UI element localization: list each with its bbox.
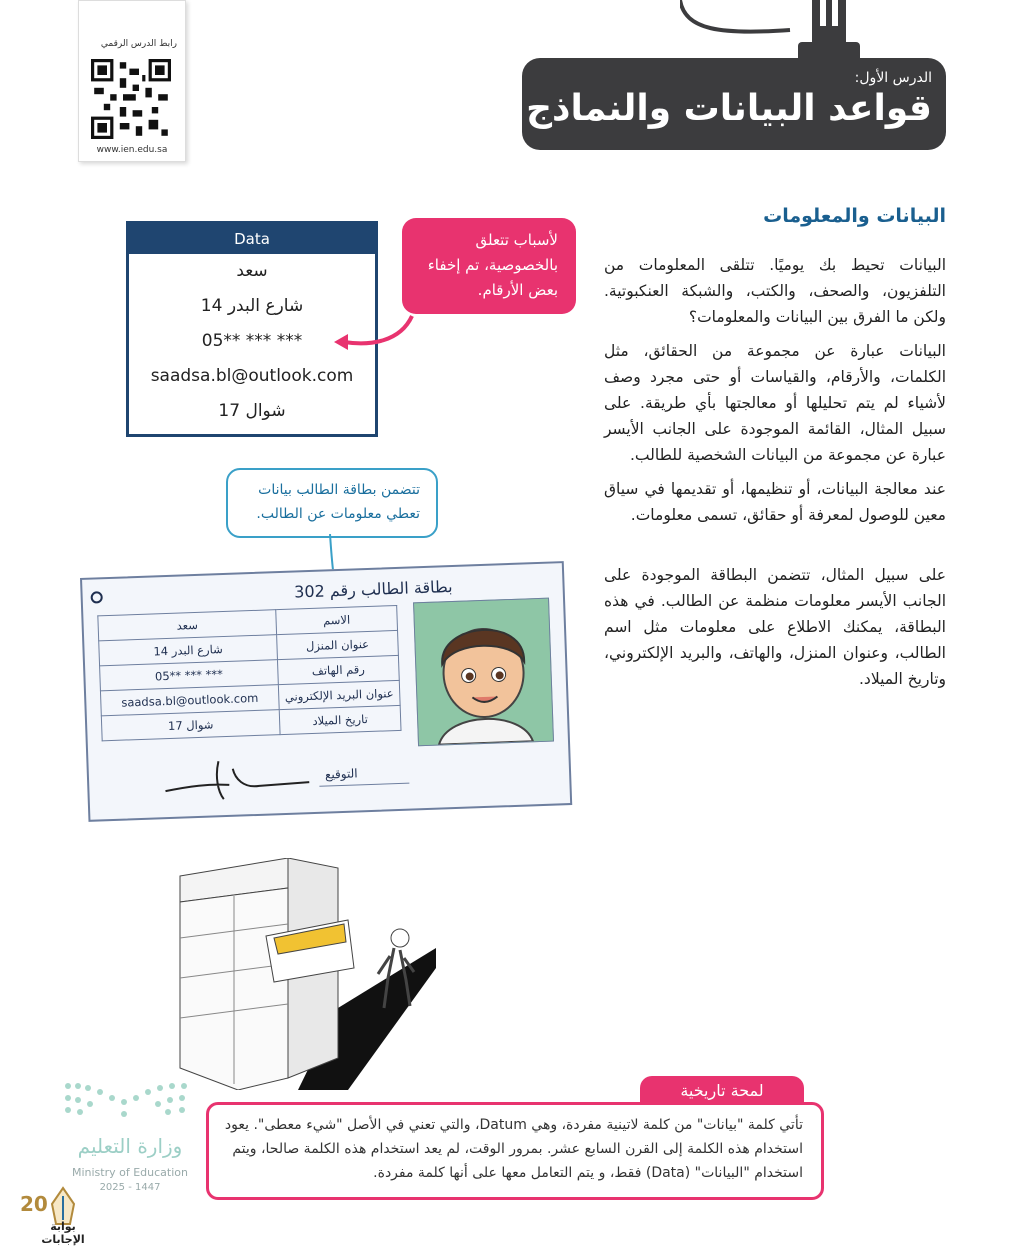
student-card-body xyxy=(80,561,572,822)
qr-block xyxy=(78,0,186,162)
student-card xyxy=(80,578,580,838)
page-number: 20 xyxy=(20,1192,48,1216)
card-value: saadsa.bl@outlook.com xyxy=(100,685,279,716)
arrow-left-icon xyxy=(330,312,420,356)
card-note-callout xyxy=(226,468,438,538)
ministry-dots-icon xyxy=(60,1076,200,1128)
qr-code-icon[interactable] xyxy=(91,59,171,139)
data-line-address: شارع البدر 14 xyxy=(200,296,304,316)
card-hole-icon xyxy=(90,591,102,603)
student-card-title: بطاقة الطالب رقم 302 xyxy=(293,577,453,602)
card-value: سعد xyxy=(98,610,277,641)
card-value: شارع البدر 14 xyxy=(99,635,278,666)
ministry-logo xyxy=(60,1076,200,1196)
watermark xyxy=(28,1186,98,1246)
history-box xyxy=(206,1102,824,1200)
paragraph-card-example: على سبيل المثال، تتضمن البطاقة الموجودة على الجانب الأيسر معلومات منظمة عن الطالب. في هذه البطاقة، يمكنك الاطلاع على معلومات مثل اسم الطالب، وعنوان المنزل، والهاتف، والبريد الإلكتروني، وتاريخ الميلاد. xyxy=(604,566,946,688)
paragraph-intro: البيانات تحيط بك يوميًا. تتلقى المعلومات من التلفزيون، والصحف، والكتب، والشبكة العنكبوتية. ولكن ما الفرق بين البيانات والمعلومات؟ xyxy=(604,256,946,326)
qr-url[interactable]: www.ien.edu.sa xyxy=(96,145,168,155)
lesson-label: الدرس الأول: xyxy=(854,70,932,86)
filing-cabinet-icon xyxy=(178,858,438,1090)
ministry-years: 2025 - 1447 xyxy=(99,1182,161,1193)
paragraph-information-definition: عند معالجة البيانات، أو تنظيمها، أو تقديمها في سياق معين للوصول لمعرفة أو حقائق، تسمى معلومات. xyxy=(604,480,946,524)
watermark-text: بوابة الإجابات xyxy=(41,1220,85,1246)
card-label: عنوان المنزل xyxy=(277,630,399,659)
card-value: 05** *** *** xyxy=(100,660,279,691)
card-label: رقم الهاتف xyxy=(277,655,399,684)
card-label: عنوان البريد الإلكتروني xyxy=(278,680,400,709)
data-line-email: saadsa.bl@outlook.com xyxy=(150,366,354,386)
signature-label: التوقيع xyxy=(324,766,358,782)
card-value: 17 شوال xyxy=(101,710,280,741)
student-photo xyxy=(413,598,554,747)
student-avatar-icon xyxy=(414,599,553,746)
privacy-note: لأسباب تتعلق بالخصوصية، تم إخفاء بعض الأرقام. xyxy=(427,231,558,299)
data-line-birthdate: 17 شوال xyxy=(218,401,286,421)
signature-line xyxy=(319,783,409,787)
ministry-arabic: وزارة التعليم xyxy=(77,1134,183,1158)
card-note: تتضمن بطاقة الطالب بيانات تعطي معلومات عن الطالب. xyxy=(256,482,420,522)
qr-label: رابط الدرس الرقمي xyxy=(100,39,177,49)
data-box-header: Data xyxy=(129,224,375,254)
signature xyxy=(158,752,320,808)
history-tab-label: لمحة تاريخية xyxy=(680,1081,764,1100)
section-title: البيانات والمعلومات xyxy=(763,205,946,227)
student-card-table xyxy=(97,605,401,741)
ministry-english: Ministry of Education xyxy=(71,1166,188,1179)
privacy-callout xyxy=(402,218,576,314)
lesson-banner xyxy=(522,58,946,150)
paragraph-data-definition: البيانات عبارة عن مجموعة من الحقائق، مثل الكلمات، والأرقام، والقياسات أو حتى مجرد وصف لأشياء لم يتم تحليلها أو معالجتها بأي طريقة. على سبيل المثال، القائمة الموجودة على الجانب الأيسر عبارة عن مجموعة من البيانات الشخصية للطالب. xyxy=(604,342,946,464)
card-label: الاسم xyxy=(276,605,398,634)
data-line-name: سعد xyxy=(236,261,268,281)
card-label: تاريخ الميلاد xyxy=(279,705,401,734)
history-text: تأتي كلمة "بيانات" من كلمة لاتينية مفردة، وهي Datum، والتي تعني في الأصل "شيء معطى". يعود استخدام هذه الكلمة إلى القرن السابع عشر. بمرور الوقت، لم يعد استخدام هذه الكلمة صالحا، ويتم استخدام "البيانات" (Data) فقط، و يتم التعامل معها على أنها كلمة مفردة. xyxy=(224,1117,803,1181)
page-title: قواعد البيانات والنماذج xyxy=(526,88,932,129)
data-line-phone: 05** *** *** xyxy=(201,331,303,351)
